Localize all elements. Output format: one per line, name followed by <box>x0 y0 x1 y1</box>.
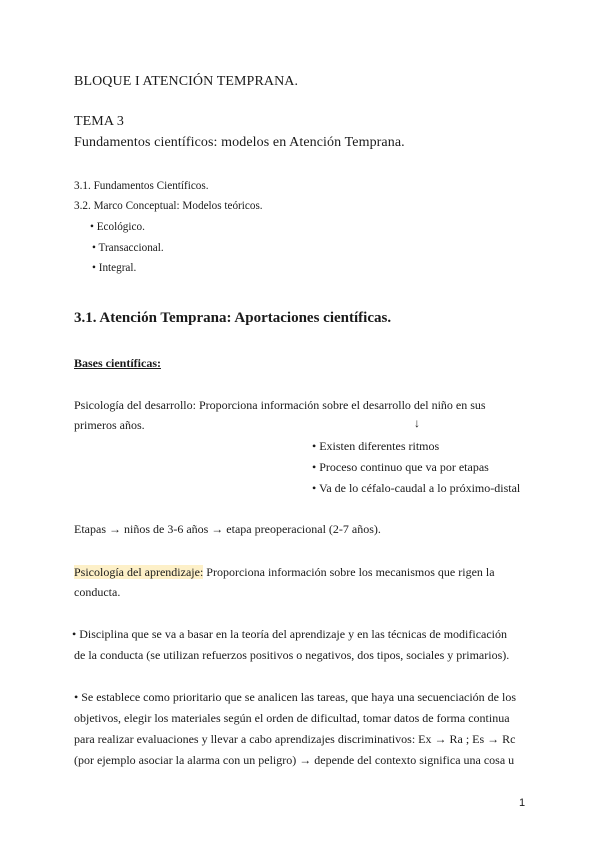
block-title: BLOQUE I ATENCIÓN TEMPRANA. <box>74 74 299 89</box>
etapas-line: Etapas → niños de 3-6 años → etapa preoperacional (2-7 años). <box>74 522 381 536</box>
toc-subitem-transaccional: • Transaccional. <box>92 242 164 254</box>
aprendizaje-highlight: Psicología del aprendizaje: <box>74 565 204 579</box>
establece-line-3: para realizar evaluaciones y llevar a cabo aprendizajes discriminativos: Ex → Ra ; Es → Rc <box>74 732 516 746</box>
desarrollo-bullet-ritmos: • Existen diferentes ritmos <box>312 439 440 453</box>
toc-subitem-ecologico: • Ecológico. <box>90 221 145 233</box>
desarrollo-line-1: Psicología del desarrollo: Proporciona información sobre el desarrollo del niño en sus <box>74 398 486 412</box>
establece-line-1: • Se establece como prioritario que se analicen las tareas, que haya una secuenciación de los <box>74 690 517 704</box>
desarrollo-bullet-etapas: • Proceso continuo que va por etapas <box>312 460 489 474</box>
disciplina-line-1: • Disciplina que se va a basar en la teoría del aprendizaje y en las técnicas de modificación <box>72 627 508 641</box>
page-number: 1 <box>519 797 526 809</box>
establece-line-4: (por ejemplo asociar la alarma con un peligro) → depende del contexto significa una cosa u <box>74 753 515 767</box>
section-title: 3.1. Atención Temprana: Aportaciones científicas. <box>74 310 392 326</box>
tema-subtitle: Fundamentos científicos: modelos en Atención Temprana. <box>74 135 405 150</box>
aprendizaje-line-1 <box>74 565 495 580</box>
toc-item-3-2: 3.2. Marco Conceptual: Modelos teóricos. <box>74 200 263 212</box>
aprendizaje-line-2: conducta. <box>74 585 121 599</box>
tema-label: TEMA 3 <box>74 114 124 129</box>
bases-heading: Bases científicas: <box>74 356 161 370</box>
aprendizaje-rest: Proporciona información sobre los mecanismos que rigen la <box>203 565 495 579</box>
down-arrow-icon: ↓ <box>414 416 420 430</box>
desarrollo-bullet-cefalo: • Va de lo céfalo-caudal a lo próximo-distal <box>312 481 521 495</box>
establece-line-2: objetivos, elegir los materiales según el orden de dificultad, tomar datos de forma continua <box>74 711 510 725</box>
toc-item-3-1: 3.1. Fundamentos Científicos. <box>74 180 209 192</box>
toc-subitem-integral: • Integral. <box>92 262 137 274</box>
desarrollo-line-2: primeros años. <box>74 418 145 432</box>
disciplina-line-2: de la conducta (se utilizan refuerzos positivos o negativos, dos tipos, sociales y primarios). <box>74 648 510 662</box>
